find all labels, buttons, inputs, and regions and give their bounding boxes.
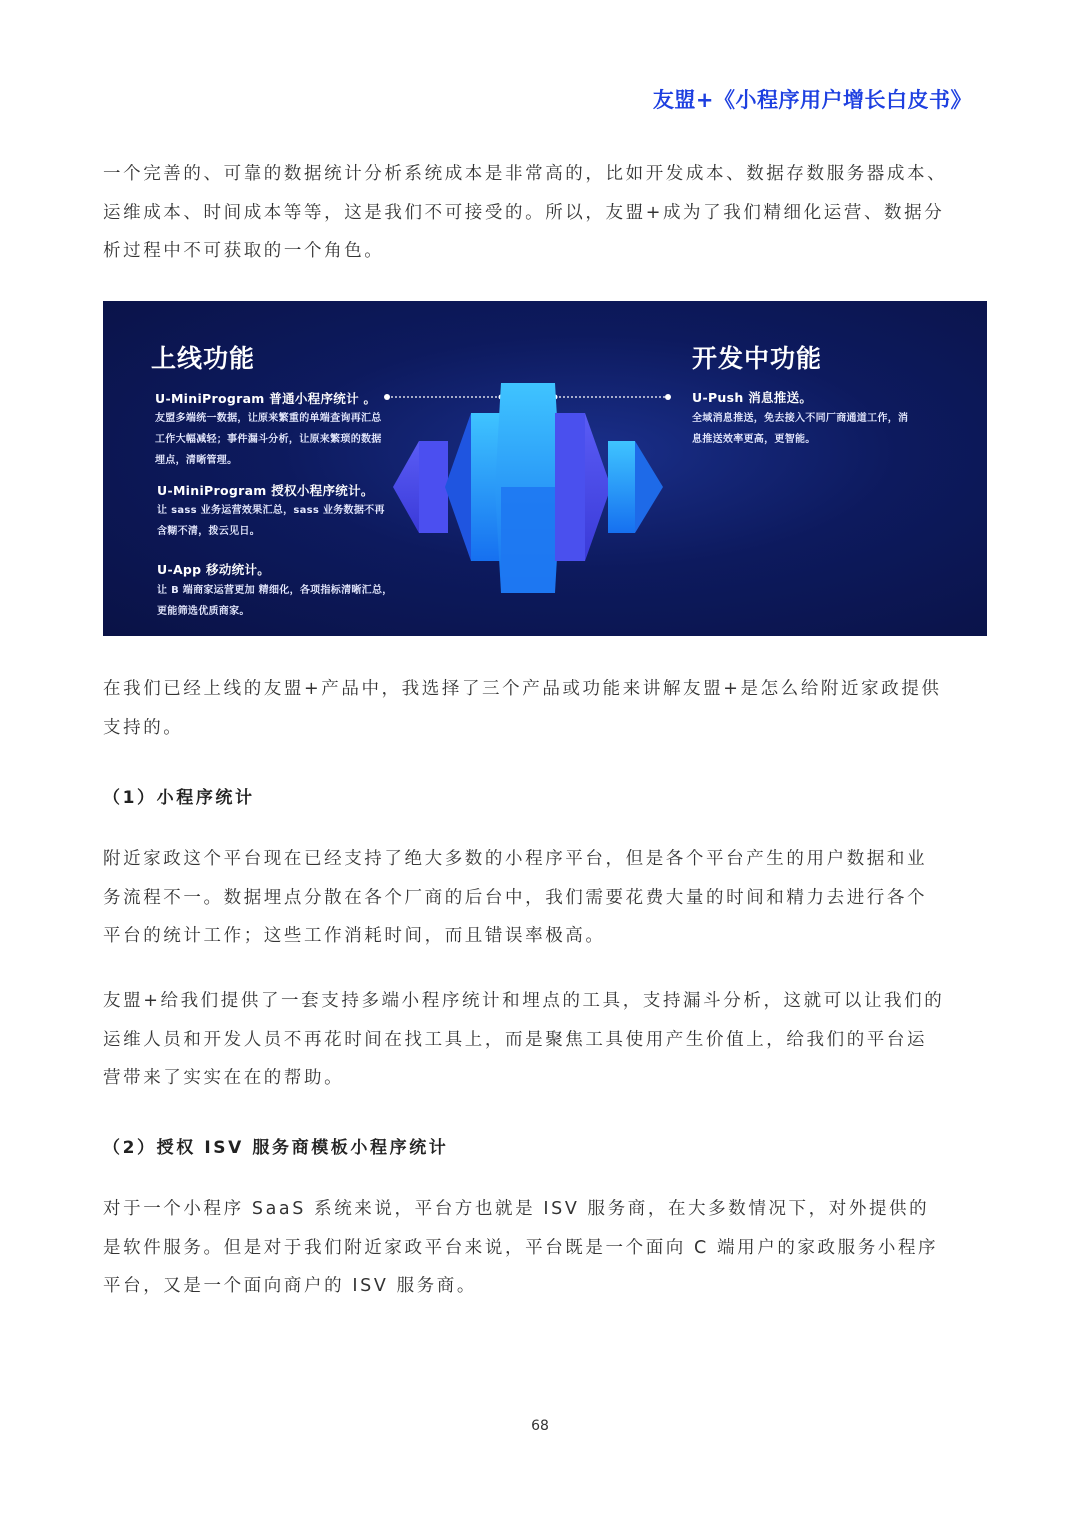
feature-banner [103, 301, 987, 636]
paragraph-platform-problem [103, 840, 983, 956]
para4-line-3: 营带来了实实在在的帮助。 [103, 1068, 345, 1088]
header-title: 友盟+《小程序用户增长白皮书》 [652, 88, 972, 112]
right-item-1-title: U-Push 消息推送。 [692, 390, 813, 405]
left-item-1-title: U-MiniProgram 普通小程序统计 。 [155, 391, 377, 406]
paragraph-products [103, 670, 983, 747]
section-heading-2: （2）授权 ISV 服务商模板小程序统计 [103, 1138, 449, 1158]
paragraph-saas [103, 1190, 983, 1306]
para5-line-2: 是软件服务。但是对于我们附近家政平台来说，平台既是一个面向 C 端用户的家政服务小程序 [103, 1237, 939, 1258]
left-item-2-desc: 让 sass 业务运营效果汇总，sass 业务数据不再 含糊不清，拨云见日。 [157, 505, 385, 537]
intro-line-3: 析过程中不可获取的一个角色。 [103, 241, 385, 261]
para4-line-2: 运维人员和开发人员不再花时间在找工具上，而是聚焦工具使用产生价值上，给我们的平台运 [103, 1029, 928, 1050]
intro-paragraph [103, 155, 983, 271]
connector-right [553, 394, 672, 400]
intro-line-1: 一个完善的、可靠的数据统计分析系统成本是非常高的，比如开发成本、数据存数服务器成本、 [103, 164, 948, 184]
para4-line-1: 友盟+给我们提供了一套支持多端小程序统计和埋点的工具，支持漏斗分析，这就可以让我们的 [103, 991, 945, 1011]
para3-line-3: 平台的统计工作；这些工作消耗时间，而且错误率极高。 [103, 926, 606, 946]
page-number: 68 [531, 1418, 549, 1434]
section-heading-1: （1）小程序统计 [103, 788, 255, 808]
paragraph-umeng-tools [103, 982, 983, 1098]
intro-line-2: 运维成本、时间成本等等，这是我们不可接受的。所以，友盟+成为了我们精细化运营、数据分 [103, 202, 945, 223]
para3-line-1: 附近家政这个平台现在已经支持了绝大多数的小程序平台，但是各个平台产生的用户数据和业 [103, 849, 928, 869]
left-item-2-title: U-MiniProgram 授权小程序统计。 [157, 483, 374, 498]
prism-center [495, 383, 561, 593]
left-item-1-desc: 友盟多端统一数据，让原来繁重的单端查询再汇总 工作大幅减轻；事件漏斗分析，让原来繁琐的数据 埋点，清晰管理。 [155, 413, 382, 466]
prism-left [445, 413, 501, 561]
left-item-3-desc: 让 B 端商家运营更加 精细化，各项指标清晰汇总， 更能筛选优质商家。 [157, 585, 393, 617]
right-item-1-desc: 全域消息推送，免去接入不同厂商通道工作，消 息推送效率更高，更智能。 [692, 413, 909, 445]
prism-far-right [608, 441, 663, 533]
prism-far-left [393, 441, 448, 533]
para3-line-2: 务流程不一。数据埋点分散在各个厂商的后台中，我们需要花费大量的时间和精力去进行各个 [103, 887, 928, 908]
right-column-title: 开发中功能 [692, 344, 823, 373]
prism-right [555, 413, 611, 561]
para2-line-1: 在我们已经上线的友盟+产品中，我选择了三个产品或功能来讲解友盟+是怎么给附近家政提供 [103, 679, 942, 699]
para2-line-2: 支持的。 [103, 717, 184, 738]
connector-left [384, 394, 504, 400]
para5-line-3: 平台，又是一个面向商户的 ISV 服务商。 [103, 1276, 477, 1296]
para5-line-1: 对于一个小程序 SaaS 系统来说，平台方也就是 ISV 服务商，在大多数情况下，对外提供的 [103, 1199, 930, 1219]
left-column-title: 上线功能 [151, 344, 256, 373]
left-item-3-title: U-App 移动统计。 [157, 562, 271, 577]
